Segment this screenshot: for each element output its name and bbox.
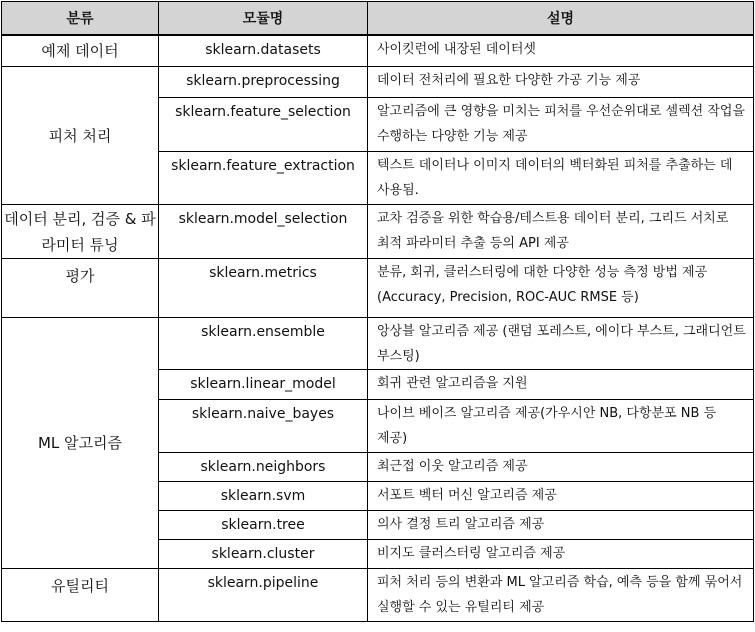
description-cell: 피처 처리 등의 변환과 ML 알고리즘 학습, 예측 등을 함께 묶어서 실행할 수 있는 유틸리티 제공 [368, 569, 754, 622]
description-cell: 데이터 전처리에 필요한 다양한 가공 기능 제공 [368, 67, 754, 98]
module-cell: sklearn.preprocessing [159, 67, 368, 98]
description-cell: 알고리즘에 큰 영향을 미치는 피처를 우선순위대로 셀렉션 작업을 수행하는 다양한 기능 제공 [368, 98, 754, 152]
module-cell: sklearn.svm [159, 482, 368, 511]
description-cell: 비지도 클러스터링 알고리즘 제공 [368, 540, 754, 569]
description-cell: 분류, 회귀, 클러스터링에 대한 다양한 성능 측정 방법 제공 (Accuracy, Precision, ROC-AUC RMSE 등) [368, 259, 754, 318]
category-cell: 데이터 분리, 검증 & 파라미터 튜닝 [2, 205, 159, 259]
table-row [2, 569, 754, 622]
table-row [2, 259, 754, 318]
description-cell: 교차 검증을 위한 학습용/테스트용 데이터 분리, 그리드 서치로 최적 파라미터 추출 등의 API 제공 [368, 205, 754, 259]
header-description: 설명 [368, 2, 754, 35]
module-cell: sklearn.naive_bayes [159, 400, 368, 453]
module-cell: sklearn.ensemble [159, 318, 368, 370]
table-row [2, 318, 754, 370]
category-cell: 유틸리티 [2, 569, 159, 622]
description-cell: 서포트 벡터 머신 알고리즘 제공 [368, 482, 754, 511]
module-cell: sklearn.metrics [159, 259, 368, 318]
header-module: 모듈명 [159, 2, 368, 35]
module-cell: sklearn.tree [159, 511, 368, 540]
category-cell: 피처 처리 [2, 67, 159, 205]
module-cell: sklearn.model_selection [159, 205, 368, 259]
module-cell: sklearn.neighbors [159, 453, 368, 482]
description-cell: 의사 결정 트리 알고리즘 제공 [368, 511, 754, 540]
module-cell: sklearn.feature_selection [159, 98, 368, 152]
header-category: 분류 [2, 2, 159, 35]
module-cell: sklearn.linear_model [159, 370, 368, 400]
module-cell: sklearn.cluster [159, 540, 368, 569]
description-cell: 회귀 관련 알고리즘을 지원 [368, 370, 754, 400]
table-row [2, 67, 754, 98]
category-cell: 예제 데이터 [2, 35, 159, 67]
header-row [2, 2, 754, 35]
description-cell: 나이브 베이즈 알고리즘 제공(가우시안 NB, 다항분포 NB 등 제공) [368, 400, 754, 453]
table-row [2, 205, 754, 259]
sklearn-module-table [1, 1, 754, 622]
description-cell: 앙상블 알고리즘 제공 (랜덤 포레스트, 에이다 부스트, 그래디언트 부스팅) [368, 318, 754, 370]
module-cell: sklearn.feature_extraction [159, 152, 368, 205]
category-cell: 평가 [2, 259, 159, 318]
module-cell: sklearn.datasets [159, 35, 368, 67]
description-cell: 텍스트 데이터나 이미지 데이터의 벡터화된 피처를 추출하는 데 사용됨. [368, 152, 754, 205]
table-row [2, 35, 754, 67]
description-cell: 사이킷런에 내장된 데이터셋 [368, 35, 754, 67]
module-cell: sklearn.pipeline [159, 569, 368, 622]
description-cell: 최근접 이웃 알고리즘 제공 [368, 453, 754, 482]
category-cell: ML 알고리즘 [2, 318, 159, 569]
